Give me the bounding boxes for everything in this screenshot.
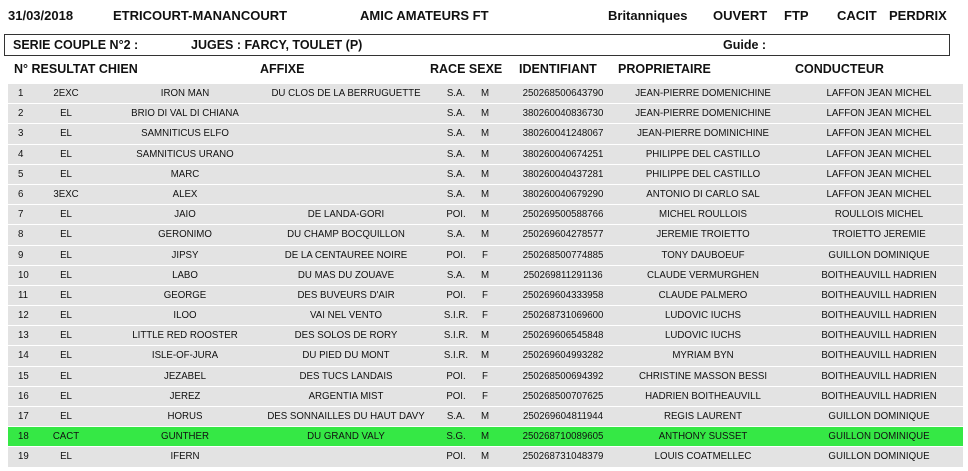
row-handler-text: BOITHEAUVILL HADRIEN — [821, 310, 937, 322]
row-number-text: 2 — [18, 108, 24, 120]
table-row — [8, 205, 963, 225]
table-row — [8, 367, 963, 387]
row-affix-text: DES SONNAILLES DU HAUT DAVY — [267, 411, 425, 422]
row-owner-text: PHILIPPE DEL CASTILLO — [645, 168, 761, 180]
row-number-text: 6 — [18, 188, 24, 200]
row-identifier-text: 380260041248067 — [522, 128, 604, 140]
row-sex-text: F — [482, 370, 488, 382]
row-result-text: EL — [60, 411, 72, 422]
row-sex-text: M — [480, 350, 490, 362]
row-result-text: CACT — [52, 431, 80, 443]
row-number-text: 19 — [18, 451, 29, 463]
row-dog-name-text: JIPSY — [171, 249, 199, 261]
row-affix-text: DES SOLOS DE RORY — [294, 330, 398, 342]
row-handler-text: LAFFON JEAN MICHEL — [826, 128, 932, 140]
row-number-text: 14 — [18, 350, 29, 362]
row-result-text: EL — [60, 249, 72, 261]
col-identifier: IDENTIFIANT — [519, 62, 597, 76]
row-identifier-text: 250269500588766 — [522, 209, 604, 221]
row-identifier-text: 250269606545848 — [522, 330, 604, 342]
row-handler-text: LAFFON JEAN MICHEL — [826, 188, 932, 200]
row-sex-text: M — [480, 148, 490, 160]
col-affix: AFFIXE — [260, 62, 305, 76]
serie-judges: JUGES : FARCY, TOULET (P) — [191, 38, 363, 52]
row-number — [18, 350, 29, 361]
row-sex-text: M — [480, 451, 490, 463]
row-number — [18, 209, 23, 220]
row-dog-name-text: SAMNITICUS ELFO — [141, 128, 229, 140]
row-identifier-text: 380260040679290 — [522, 188, 604, 200]
row-affix-text: DES BUVEURS D'AIR — [297, 289, 395, 301]
row-race-text: S.A. — [446, 188, 466, 200]
row-race-text: S.G. — [446, 431, 466, 443]
row-identifier-text: 250269811291136 — [523, 269, 603, 281]
row-affix-text: DU MAS DU ZOUAVE — [297, 269, 395, 281]
event-date: 31/03/2018 — [8, 8, 74, 23]
trial-title: CACIT — [837, 8, 877, 23]
row-affix-text: DU PIED DU MONT — [302, 350, 390, 362]
row-affix-text: ARGENTIA MIST — [308, 390, 384, 402]
row-number-text: 13 — [18, 330, 29, 342]
row-race-text: S.A. — [446, 148, 466, 160]
event-location: ETRICOURT-MANANCOURT — [113, 8, 288, 23]
table-row — [8, 346, 963, 366]
column-header-row — [0, 62, 968, 80]
row-affix-text: DU CLOS DE LA BERRUGUETTE — [271, 88, 421, 99]
row-dog-name-text: JEREZ — [169, 390, 201, 402]
row-identifier-text: 380260040674251 — [522, 148, 604, 160]
row-race-text: S.A. — [446, 411, 466, 422]
row-owner-text: JEAN-PIERRE DOMENICHINE — [635, 108, 771, 120]
row-dog-name-text: MARC — [170, 168, 200, 180]
row-sex-text: M — [480, 188, 490, 200]
table-row — [8, 185, 963, 205]
row-number — [18, 451, 29, 462]
serie-guide: Guide : — [723, 38, 767, 52]
row-number — [18, 431, 29, 442]
game-type: PERDRIX — [889, 8, 947, 23]
row-race-text: S.A. — [446, 168, 466, 180]
row-result-text: EL — [60, 128, 72, 140]
row-number-text: 10 — [18, 269, 29, 281]
table-row — [8, 104, 963, 124]
row-dog-name-text: GERONIMO — [158, 229, 212, 241]
table-row — [8, 407, 963, 427]
row-result-text: EL — [60, 350, 72, 362]
row-identifier-text: 250268710089605 — [522, 431, 604, 443]
row-identifier-text: 250269604333958 — [522, 289, 604, 301]
row-owner-text: ANTHONY SUSSET — [658, 431, 748, 443]
table-row — [8, 124, 963, 144]
row-identifier-text: 380260040437281 — [522, 168, 604, 180]
row-owner-text: LOUIS COATMELLEC — [654, 451, 752, 463]
row-result-text: EL — [60, 390, 72, 402]
row-number — [18, 229, 23, 240]
row-sex-text: M — [480, 128, 490, 140]
row-number — [18, 411, 29, 422]
row-number-text: 1 — [18, 88, 24, 99]
col-owner: PROPRIETAIRE — [618, 62, 711, 76]
row-result-text: 2EXC — [53, 88, 79, 99]
row-race-text: S.A. — [446, 229, 466, 241]
row-number — [18, 149, 23, 160]
row-sex-text: M — [480, 168, 490, 180]
row-owner-text: HADRIEN BOITHEAUVILL — [645, 390, 761, 402]
row-handler-text: BOITHEAUVILL HADRIEN — [821, 370, 937, 382]
row-owner-text: TONY DAUBOEUF — [661, 249, 745, 261]
row-result-text: EL — [60, 370, 72, 382]
row-number — [18, 169, 23, 180]
row-number-text: 16 — [18, 390, 29, 402]
table-row — [8, 447, 963, 467]
event-title: AMIC AMATEURS FT — [360, 8, 489, 23]
row-handler-text: LAFFON JEAN MICHEL — [826, 168, 932, 180]
row-dog-name-text: GUNTHER — [161, 431, 209, 443]
row-affix-text: DES TUCS LANDAIS — [299, 370, 393, 382]
row-owner-text: PHILIPPE DEL CASTILLO — [645, 148, 761, 160]
row-sex-text: M — [480, 330, 490, 342]
row-result-text: EL — [60, 289, 72, 301]
row-number-text: 11 — [18, 289, 29, 301]
row-handler-text: BOITHEAUVILL HADRIEN — [821, 289, 937, 301]
row-handler-text: LAFFON JEAN MICHEL — [826, 88, 932, 99]
row-dog-name-text: ILOO — [173, 310, 197, 322]
row-sex-text: M — [480, 431, 490, 443]
breed-group: Britanniques — [608, 8, 688, 23]
table-row — [8, 427, 963, 447]
row-race-text: S.A. — [446, 108, 466, 120]
row-handler-text: ROULLOIS MICHEL — [834, 209, 924, 221]
row-race-text: S.I.R. — [443, 330, 469, 342]
row-number-text: 8 — [18, 229, 24, 241]
row-affix-text: DU CHAMP BOCQUILLON — [287, 229, 405, 241]
row-sex-text: M — [480, 269, 490, 281]
trial-status: OUVERT — [713, 8, 768, 23]
row-affix-text: DE LA CENTAUREE NOIRE — [284, 249, 408, 261]
row-dog-name-text: IFERN — [170, 451, 200, 463]
row-race-text: S.A. — [446, 128, 466, 140]
table-row — [8, 145, 963, 165]
row-affix-text: VAI NEL VENTO — [310, 310, 382, 322]
row-owner-text: CHRISTINE MASSON BESSI — [638, 370, 768, 382]
row-number-text: 12 — [18, 310, 29, 322]
row-identifier-text: 250268500643790 — [522, 88, 604, 99]
row-identifier-text: 250269604278577 — [522, 229, 604, 241]
row-handler-text: GUILLON DOMINIQUE — [828, 249, 930, 261]
row-owner-text: JEAN-PIERRE DOMENICHINE — [635, 88, 771, 99]
row-owner-text: CLAUDE VERMURGHEN — [647, 269, 759, 281]
row-dog-name-text: SAMNITICUS URANO — [136, 148, 234, 160]
row-handler-text: GUILLON DOMINIQUE — [828, 411, 930, 422]
row-result-text: EL — [60, 229, 72, 241]
row-handler-text: GUILLON DOMINIQUE — [828, 431, 930, 443]
serie-title: SERIE COUPLE N°2 : — [13, 38, 139, 52]
row-result-text: EL — [60, 168, 72, 180]
table-row — [8, 286, 963, 306]
trial-type: FTP — [784, 8, 809, 23]
row-result-text: EL — [60, 269, 72, 281]
row-identifier-text: 250269604811944 — [522, 411, 604, 422]
row-result-text: EL — [60, 330, 72, 342]
table-row — [8, 165, 963, 185]
row-number-text: 5 — [18, 168, 24, 180]
row-race-text: S.I.R. — [443, 310, 469, 322]
row-identifier-text: 250268500774885 — [522, 249, 604, 261]
row-sex-text: F — [482, 310, 488, 322]
row-number — [18, 270, 29, 281]
row-result-text: EL — [60, 148, 72, 160]
row-number — [18, 189, 23, 200]
row-number — [18, 128, 23, 139]
row-dog-name-text: GEORGE — [163, 289, 207, 301]
table-row — [8, 326, 963, 346]
row-owner-text: CLAUDE PALMERO — [658, 289, 748, 301]
row-owner-text: MYRIAM BYN — [672, 350, 734, 362]
table-row — [8, 387, 963, 407]
row-race-text: POI. — [446, 390, 466, 402]
col-handler: CONDUCTEUR — [795, 62, 884, 76]
row-number-text: 7 — [18, 209, 24, 221]
row-number-text: 18 — [18, 431, 29, 443]
row-result-text: EL — [60, 451, 72, 463]
row-handler-text: BOITHEAUVILL HADRIEN — [821, 269, 937, 281]
table-row — [8, 246, 963, 266]
row-number-text: 9 — [18, 249, 24, 261]
row-number — [18, 290, 28, 301]
row-race-text: POI. — [446, 289, 466, 301]
row-dog-name-text: LABO — [172, 269, 198, 281]
row-handler-text: TROIETTO JEREMIE — [832, 229, 926, 241]
col-num-result-dog: N° RESULTAT CHIEN — [14, 62, 138, 76]
row-sex-text: M — [480, 411, 490, 422]
row-dog-name-text: JEZABEL — [164, 370, 206, 382]
row-handler-text: LAFFON JEAN MICHEL — [826, 148, 932, 160]
row-sex-text: F — [482, 249, 488, 261]
serie-info-box — [4, 34, 950, 56]
row-owner-text: MICHEL ROULLOIS — [659, 209, 747, 221]
row-identifier-text: 380260040836730 — [522, 108, 604, 120]
row-number-text: 17 — [18, 411, 29, 422]
row-number — [18, 330, 29, 341]
row-result-text: EL — [60, 310, 72, 322]
table-row — [8, 266, 963, 286]
row-sex-text: M — [480, 229, 490, 241]
row-sex-text: M — [480, 108, 490, 120]
row-sex-text: F — [482, 390, 488, 402]
row-dog-name-text: HORUS — [167, 411, 203, 422]
row-identifier-text: 250268731069600 — [522, 310, 604, 322]
row-result-text: EL — [60, 108, 72, 120]
table-row — [8, 225, 963, 245]
row-owner-text: LUDOVIC IUCHS — [665, 330, 741, 342]
row-dog-name-text: BRIO DI VAL DI CHIANA — [131, 108, 239, 120]
row-affix-text: DE LANDA-GORI — [307, 209, 385, 221]
table-row — [8, 306, 963, 326]
row-owner-text: REGIS LAURENT — [663, 411, 743, 422]
row-dog-name-text: ISLE-OF-JURA — [151, 350, 219, 362]
col-race-sex: RACE SEXE — [430, 62, 503, 76]
row-number-text: 4 — [18, 148, 24, 160]
row-sex-text: F — [482, 289, 488, 301]
row-race-text: S.A. — [446, 269, 466, 281]
row-owner-text: ANTONIO DI CARLO SAL — [646, 188, 760, 200]
row-number — [18, 88, 23, 99]
row-affix-text: DU GRAND VALY — [307, 431, 385, 443]
row-owner-text: LUDOVIC IUCHS — [665, 310, 741, 322]
row-race-text: POI. — [446, 209, 466, 221]
row-identifier-text: 250268500694392 — [522, 370, 604, 382]
row-handler-text: BOITHEAUVILL HADRIEN — [821, 330, 937, 342]
row-number — [18, 310, 29, 321]
row-dog-name-text: IRON MAN — [160, 88, 210, 99]
row-identifier-text: 250268500707625 — [522, 390, 604, 402]
row-result-text: 3EXC — [53, 188, 79, 200]
row-number — [18, 391, 29, 402]
row-number — [18, 108, 23, 119]
row-sex-text: M — [480, 209, 490, 221]
row-number — [18, 250, 23, 261]
row-number-text: 15 — [18, 370, 29, 382]
row-sex-text: M — [480, 88, 490, 99]
row-race-text: S.I.R. — [443, 350, 469, 362]
row-dog-name-text: LITTLE RED ROOSTER — [132, 330, 238, 342]
row-result-text: EL — [60, 209, 72, 221]
row-race-text: POI. — [446, 370, 466, 382]
row-owner-text: JEAN-PIERRE DOMINICHINE — [637, 128, 769, 140]
table-row — [8, 84, 963, 104]
row-handler-text: BOITHEAUVILL HADRIEN — [821, 350, 937, 362]
row-owner-text: JEREMIE TROIETTO — [656, 229, 750, 241]
row-number-text: 3 — [18, 128, 24, 140]
row-race-text: POI. — [446, 249, 466, 261]
row-number — [18, 371, 29, 382]
row-handler-text: BOITHEAUVILL HADRIEN — [821, 390, 937, 402]
row-race-text: S.A. — [446, 88, 466, 99]
row-handler-text: LAFFON JEAN MICHEL — [826, 108, 932, 120]
row-dog-name-text: JAIO — [174, 209, 196, 221]
row-identifier-text: 250268731048379 — [522, 451, 604, 463]
row-identifier-text: 250269604993282 — [522, 350, 604, 362]
results-table — [8, 84, 963, 468]
row-dog-name-text: ALEX — [172, 188, 198, 200]
row-handler-text: GUILLON DOMINIQUE — [828, 451, 930, 463]
row-race-text: POI. — [446, 451, 466, 463]
